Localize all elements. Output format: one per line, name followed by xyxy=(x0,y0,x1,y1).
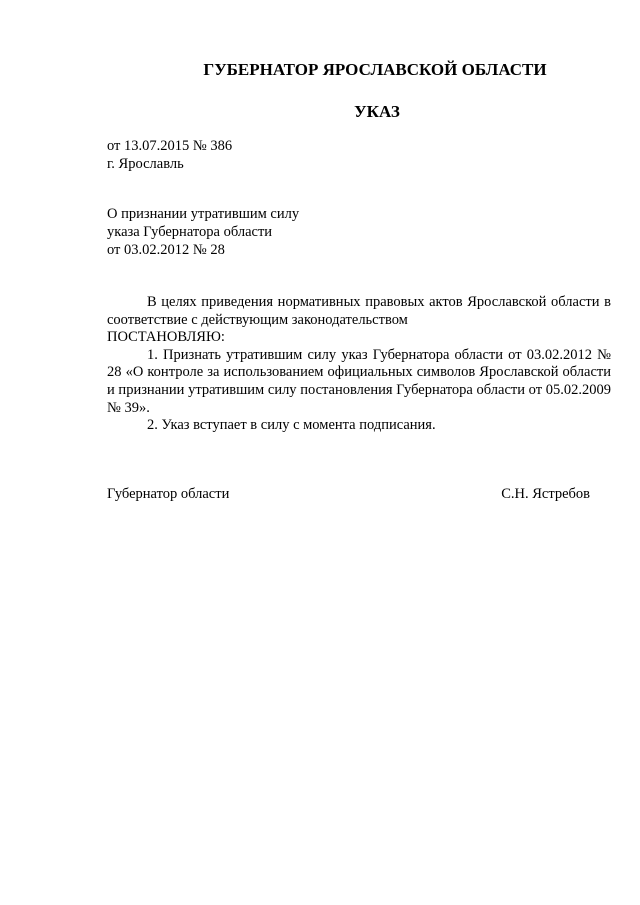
decree-item: 1. Признать утратившим силу указ Губернатора области от 03.02.2012 № 28 «О контроле за использованием официальных символов Ярославской области и признании утратившим силу постановления Губернатора области от 05.02.2009 № 39». xyxy=(107,346,611,416)
document-title-line: от 03.02.2012 № 28 xyxy=(107,242,225,258)
signatory-name: С.Н. Ястребов xyxy=(501,486,590,502)
signatory-position: Губернатор области xyxy=(107,486,230,502)
document-title-line: О признании утратившим силу xyxy=(107,206,300,222)
document-body xyxy=(107,294,611,435)
document-date-number: от 13.07.2015 № 386 xyxy=(107,138,233,154)
document-city: г. Ярославль xyxy=(107,156,184,172)
preamble-paragraph: В целях приведения нормативных правовых актов Ярославской области в соответствие с действующим законодательством xyxy=(107,294,611,328)
decree-word: ПОСТАНОВЛЯЮ: xyxy=(107,329,225,346)
signature-block xyxy=(107,486,590,503)
document-type: УКАЗ xyxy=(354,102,400,121)
decree-item: 2. Указ вступает в силу с момента подписания. xyxy=(147,417,436,434)
issuing-authority: ГУБЕРНАТОР ЯРОСЛАВСКОЙ ОБЛАСТИ xyxy=(203,60,547,79)
document-title-line: указа Губернатора области xyxy=(107,224,273,240)
